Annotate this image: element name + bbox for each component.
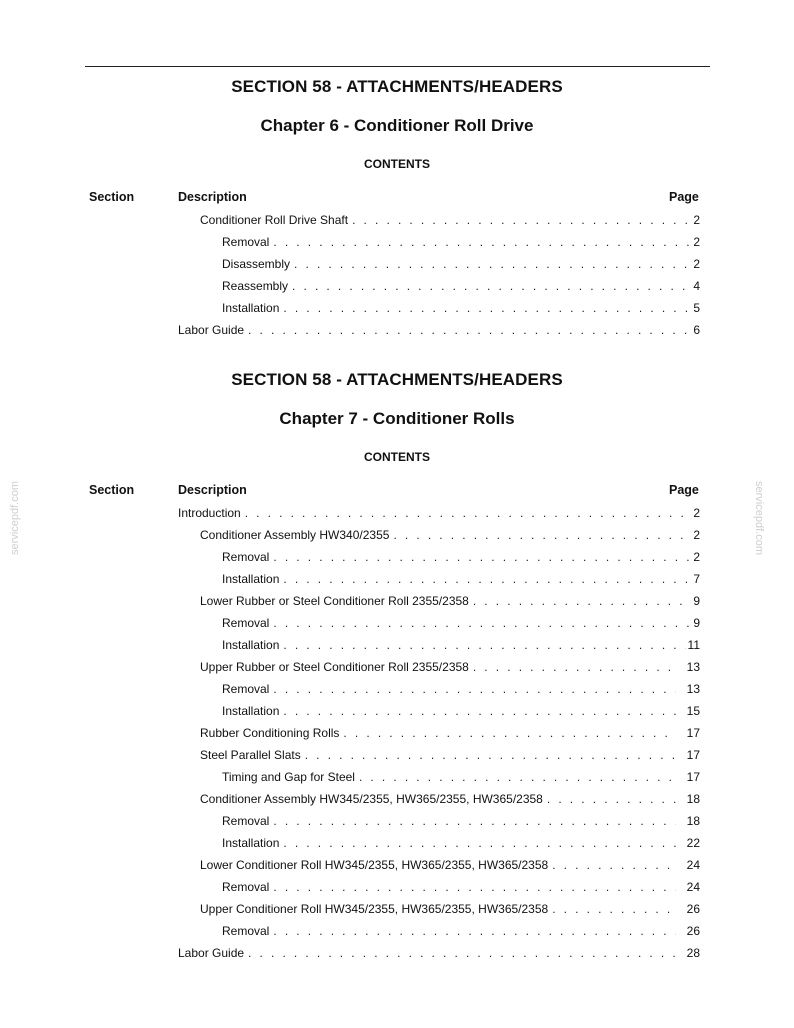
toc-entry[interactable]	[222, 678, 700, 700]
dot-leader	[273, 231, 691, 253]
dot-leader	[552, 898, 676, 920]
toc-entry[interactable]	[200, 656, 700, 678]
watermark-left: servicepdf.com	[8, 481, 21, 555]
chapter-title: Chapter 7 - Conditioner Rolls	[279, 409, 515, 428]
dot-leader	[283, 634, 685, 656]
dot-leader	[273, 876, 676, 898]
dot-leader	[352, 209, 691, 231]
toc-entry-label: Upper Conditioner Roll HW345/2355, HW365/2355, HW365/2358	[200, 902, 549, 916]
dot-leader	[473, 656, 676, 678]
toc-entry[interactable]	[178, 502, 700, 524]
toc-entry-label: Installation	[222, 301, 280, 315]
dot-leader	[343, 722, 676, 744]
toc-entry[interactable]	[222, 297, 700, 319]
toc-entry-page: 2	[693, 235, 700, 249]
toc-entry-page: 11	[687, 638, 700, 652]
toc-entry-label: Removal	[222, 880, 270, 894]
toc-entry-page: 2	[693, 213, 700, 227]
toc-entry-label: Labor Guide	[178, 946, 245, 960]
toc-entry-page: 13	[686, 660, 700, 674]
dot-leader	[283, 568, 691, 590]
toc-entry-label: Rubber Conditioning Rolls	[200, 726, 340, 740]
toc-entry-page: 9	[693, 594, 700, 608]
toc-entry[interactable]	[222, 546, 700, 568]
dot-leader	[283, 832, 676, 854]
dot-leader	[248, 319, 691, 341]
toc-entry[interactable]	[200, 854, 700, 876]
toc-entry[interactable]	[200, 898, 700, 920]
toc-entry-label: Labor Guide	[178, 323, 245, 337]
toc-entry-label: Lower Rubber or Steel Conditioner Roll 2355/2358	[200, 594, 469, 608]
toc-entry[interactable]	[222, 876, 700, 898]
toc-entry[interactable]	[222, 568, 700, 590]
toc-entry-page: 2	[693, 550, 700, 564]
toc-entry-page: 26	[686, 924, 700, 938]
toc-entry[interactable]	[222, 275, 700, 297]
toc-entry-page: 15	[686, 704, 700, 718]
toc-entry-label: Installation	[222, 836, 280, 850]
toc-entry-label: Removal	[222, 814, 270, 828]
toc-entry[interactable]	[200, 744, 700, 766]
dot-leader	[248, 942, 676, 964]
toc-entry-page: 7	[693, 572, 700, 586]
toc-entry-page: 2	[693, 506, 700, 520]
toc-entry-page: 28	[686, 946, 700, 960]
dot-leader	[359, 766, 676, 788]
toc-entry-page: 4	[693, 279, 700, 293]
toc-entry-page: 5	[693, 301, 700, 315]
column-header-page: Page	[669, 483, 699, 497]
toc-entry-label: Removal	[222, 682, 270, 696]
toc-entry-label: Upper Rubber or Steel Conditioner Roll 2355/2358	[200, 660, 469, 674]
toc-entry[interactable]	[200, 722, 700, 744]
dot-leader	[305, 744, 676, 766]
column-header-section: Section	[89, 190, 135, 204]
watermark-right: servicepdf.com	[752, 481, 765, 555]
toc-entry-page: 26	[686, 902, 700, 916]
toc-entry-label: Removal	[222, 924, 270, 938]
section-title: SECTION 58 - ATTACHMENTS/HEADERS	[231, 77, 563, 96]
toc-entry[interactable]	[200, 590, 700, 612]
toc-entry-page: 2	[693, 528, 700, 542]
toc-entry[interactable]	[200, 788, 700, 810]
dot-leader	[283, 297, 691, 319]
toc-entry[interactable]	[222, 231, 700, 253]
section-title: SECTION 58 - ATTACHMENTS/HEADERS	[231, 370, 563, 389]
dot-leader	[292, 275, 691, 297]
dot-leader	[547, 788, 676, 810]
column-header-description: Description	[178, 483, 247, 497]
toc-entry-page: 17	[686, 770, 700, 784]
toc-entry-page: 13	[686, 682, 700, 696]
toc-entry-label: Conditioner Assembly HW345/2355, HW365/2355, HW365/2358	[200, 792, 543, 806]
toc-entry-label: Introduction	[178, 506, 241, 520]
column-header-page: Page	[669, 190, 699, 204]
contents-label: CONTENTS	[364, 450, 430, 464]
toc-entry-page: 24	[686, 880, 700, 894]
toc-entry-label: Installation	[222, 638, 280, 652]
dot-leader	[273, 920, 676, 942]
dot-leader	[393, 524, 691, 546]
toc-entry-label: Reassembly	[222, 279, 289, 293]
dot-leader	[473, 590, 691, 612]
toc-entry-label: Removal	[222, 616, 270, 630]
toc-entry[interactable]	[222, 253, 700, 275]
toc-entry-page: 17	[686, 748, 700, 762]
dot-leader	[294, 253, 691, 275]
toc-entry-page: 22	[686, 836, 700, 850]
toc-entry-label: Conditioner Assembly HW340/2355	[200, 528, 390, 542]
toc-entry-label: Conditioner Roll Drive Shaft	[200, 213, 349, 227]
toc-entry-page: 17	[686, 726, 700, 740]
toc-entry-page: 9	[693, 616, 700, 630]
toc-entry-label: Removal	[222, 235, 270, 249]
toc-entry-label: Steel Parallel Slats	[200, 748, 301, 762]
toc-entry-label: Disassembly	[222, 257, 291, 271]
dot-leader	[283, 700, 676, 722]
toc-entry[interactable]	[222, 810, 700, 832]
column-header-description: Description	[178, 190, 247, 204]
toc-entry-label: Timing and Gap for Steel	[222, 770, 355, 784]
toc-entry[interactable]	[222, 700, 700, 722]
toc-entry-page: 18	[686, 814, 700, 828]
dot-leader	[273, 546, 691, 568]
toc-entry[interactable]	[222, 766, 700, 788]
toc-entry-label: Installation	[222, 572, 280, 586]
toc-entry[interactable]	[222, 832, 700, 854]
toc-entry-page: 6	[693, 323, 700, 337]
toc-entry-page: 24	[686, 858, 700, 872]
toc-entry-label: Installation	[222, 704, 280, 718]
dot-leader	[273, 678, 676, 700]
toc-entry[interactable]	[222, 612, 700, 634]
chapter-title: Chapter 6 - Conditioner Roll Drive	[260, 116, 534, 135]
dot-leader	[273, 810, 676, 832]
toc-entry-label: Removal	[222, 550, 270, 564]
column-header-section: Section	[89, 483, 135, 497]
toc-entry[interactable]	[200, 209, 700, 231]
dot-leader	[273, 612, 691, 634]
toc-entry[interactable]	[178, 319, 700, 341]
top-rule	[85, 66, 710, 67]
dot-leader	[552, 854, 676, 876]
toc-entry[interactable]	[222, 920, 700, 942]
toc-entry-page: 18	[686, 792, 700, 806]
toc-entry-label: Lower Conditioner Roll HW345/2355, HW365/2355, HW365/2358	[200, 858, 549, 872]
toc-entry[interactable]	[222, 634, 700, 656]
toc-entry-page: 2	[693, 257, 700, 271]
contents-label: CONTENTS	[364, 157, 430, 171]
dot-leader	[245, 502, 692, 524]
toc-entry[interactable]	[200, 524, 700, 546]
toc-entry[interactable]	[178, 942, 700, 964]
